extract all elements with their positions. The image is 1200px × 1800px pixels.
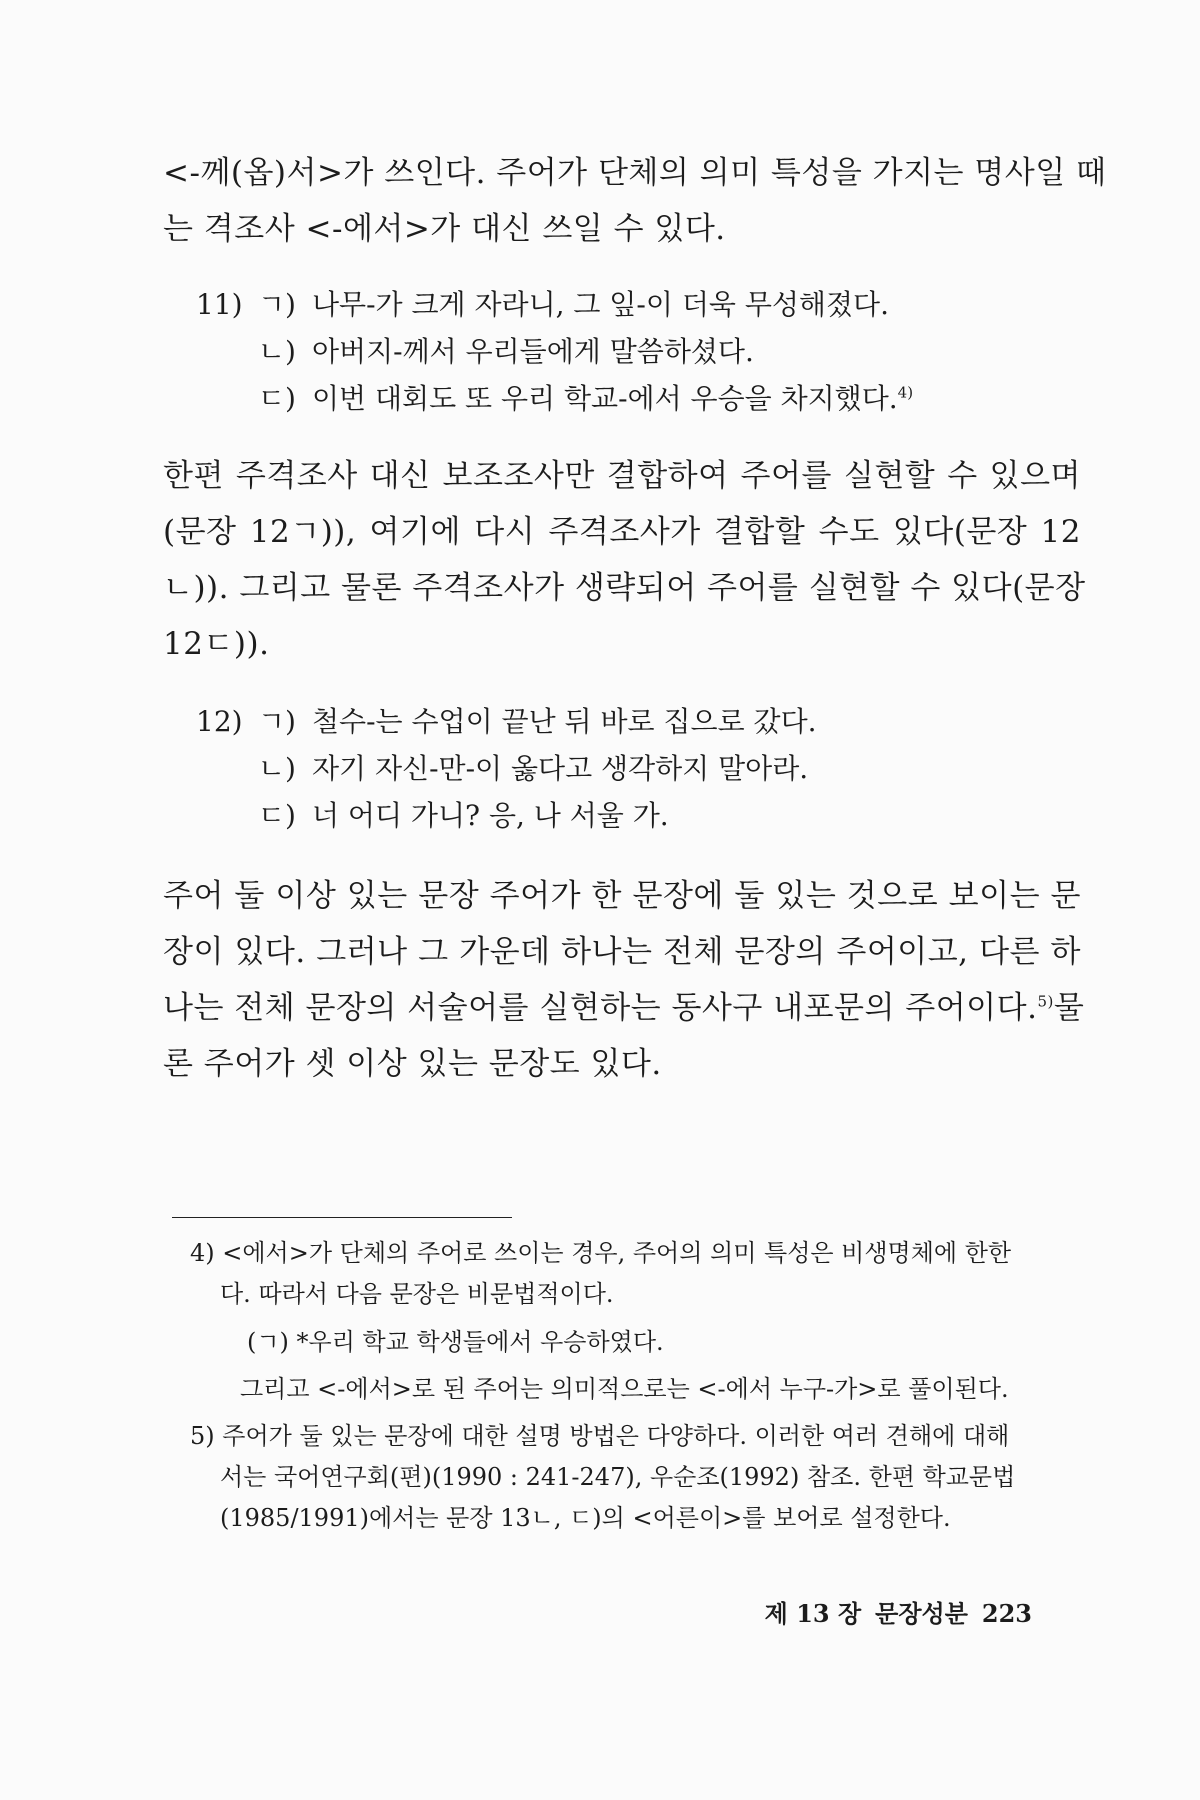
example-marker: ㄱ) — [258, 705, 296, 738]
footnote-ref-4: 4) — [897, 383, 914, 402]
footnote-5-line-2: 서는 국어연구회(편)(1990 : 241-247), 우순조(1992) 참조. 한편 학교문법 — [220, 1463, 1016, 1491]
example-12-item-b — [258, 747, 808, 787]
paragraph-2-line-1: 한편 주격조사 대신 보조조사만 결합하여 주어를 실현할 수 있으며 — [163, 458, 1081, 494]
example-11-number: 11) — [196, 288, 243, 321]
paragraph-3-line-2: 장이 있다. 그러나 그 가운데 하나는 전체 문장의 주어이고, 다른 하 — [163, 934, 1081, 970]
example-marker: ㄷ) — [258, 382, 296, 415]
paragraph-2-line-2: (문장 12ㄱ)), 여기에 다시 주격조사가 결합할 수도 있다(문장 12 — [163, 514, 1081, 550]
paragraph-1-line-2: 는 격조사 <-에서>가 대신 쓰일 수 있다. — [163, 211, 726, 247]
footnote-4-line-3: 그리고 <-에서>로 된 주어는 의미적으로는 <-에서 누구-가>로 풀이된다. — [240, 1375, 1009, 1403]
paragraph-3-line-4: 론 주어가 셋 이상 있는 문장도 있다. — [163, 1046, 662, 1082]
footnote-4-line-1: 4) <에서>가 단체의 주어로 쓰이는 경우, 주어의 의미 특성은 비생명체에 한한 — [190, 1239, 1012, 1267]
example-marker: ㄷ) — [258, 799, 296, 832]
example-12-number: 12) — [196, 705, 243, 738]
example-marker: ㄴ) — [258, 752, 296, 785]
example-12-item-c — [258, 794, 669, 834]
example-11-item-c — [258, 377, 913, 417]
example-text: 너 어디 가니? 응, 나 서울 가. — [311, 799, 669, 832]
example-11-item-b — [258, 330, 754, 370]
example-text: 자기 자신-만-이 옳다고 생각하지 말아라. — [311, 752, 809, 785]
example-text: 철수-는 수업이 끝난 뒤 바로 집으로 갔다. — [311, 705, 817, 738]
example-marker: ㄱ) — [258, 288, 296, 321]
chapter-label: 제 13 장 — [764, 1599, 862, 1628]
footnote-4-example: (ㄱ) *우리 학교 학생들에서 우승하였다. — [247, 1328, 664, 1356]
footnote-5-line-3: (1985/1991)에서는 문장 13ㄴ, ㄷ)의 <어른이>를 보어로 설정한다. — [220, 1504, 951, 1532]
paragraph-1-line-1: <-께(옵)서>가 쓰인다. 주어가 단체의 의미 특성을 가지는 명사일 때 — [163, 155, 1107, 191]
footnote-ref-5: 5) — [1037, 992, 1054, 1011]
page-number: 223 — [981, 1599, 1032, 1628]
paragraph-3-line-1: 주어 둘 이상 있는 문장 주어가 한 문장에 둘 있는 것으로 보이는 문 — [163, 878, 1081, 914]
example-marker: ㄴ) — [258, 335, 296, 368]
paragraph-3-line-3-tail: 물 — [1053, 990, 1085, 1026]
paragraph-2-line-4: 12ㄷ)). — [163, 626, 270, 662]
example-text: 나무-가 크게 자라니, 그 잎-이 더욱 무성해졌다. — [311, 288, 889, 321]
paragraph-3-line-3 — [163, 982, 1085, 1027]
example-text: 아버지-께서 우리들에게 말씀하셨다. — [311, 335, 754, 368]
paragraph-3-line-3-text: 나는 전체 문장의 서술어를 실현하는 동사구 내포문의 주어이다. — [163, 990, 1038, 1026]
example-12-item-a — [196, 700, 817, 740]
paragraph-2-line-3: ㄴ)). 그리고 물론 주격조사가 생략되어 주어를 실현할 수 있다(문장 — [163, 570, 1086, 606]
chapter-title: 문장성분 — [875, 1599, 968, 1628]
page-footer — [751, 1594, 1032, 1629]
footnote-divider — [172, 1217, 512, 1218]
example-text: 이번 대회도 또 우리 학교-에서 우승을 차지했다. — [311, 382, 898, 415]
footnote-4-line-2: 다. 따라서 다음 문장은 비문법적이다. — [220, 1280, 614, 1308]
footnote-5-line-1: 5) 주어가 둘 있는 문장에 대한 설명 방법은 다양하다. 이러한 여러 견해에 대해 — [190, 1422, 1010, 1450]
example-11-item-a — [196, 283, 889, 323]
